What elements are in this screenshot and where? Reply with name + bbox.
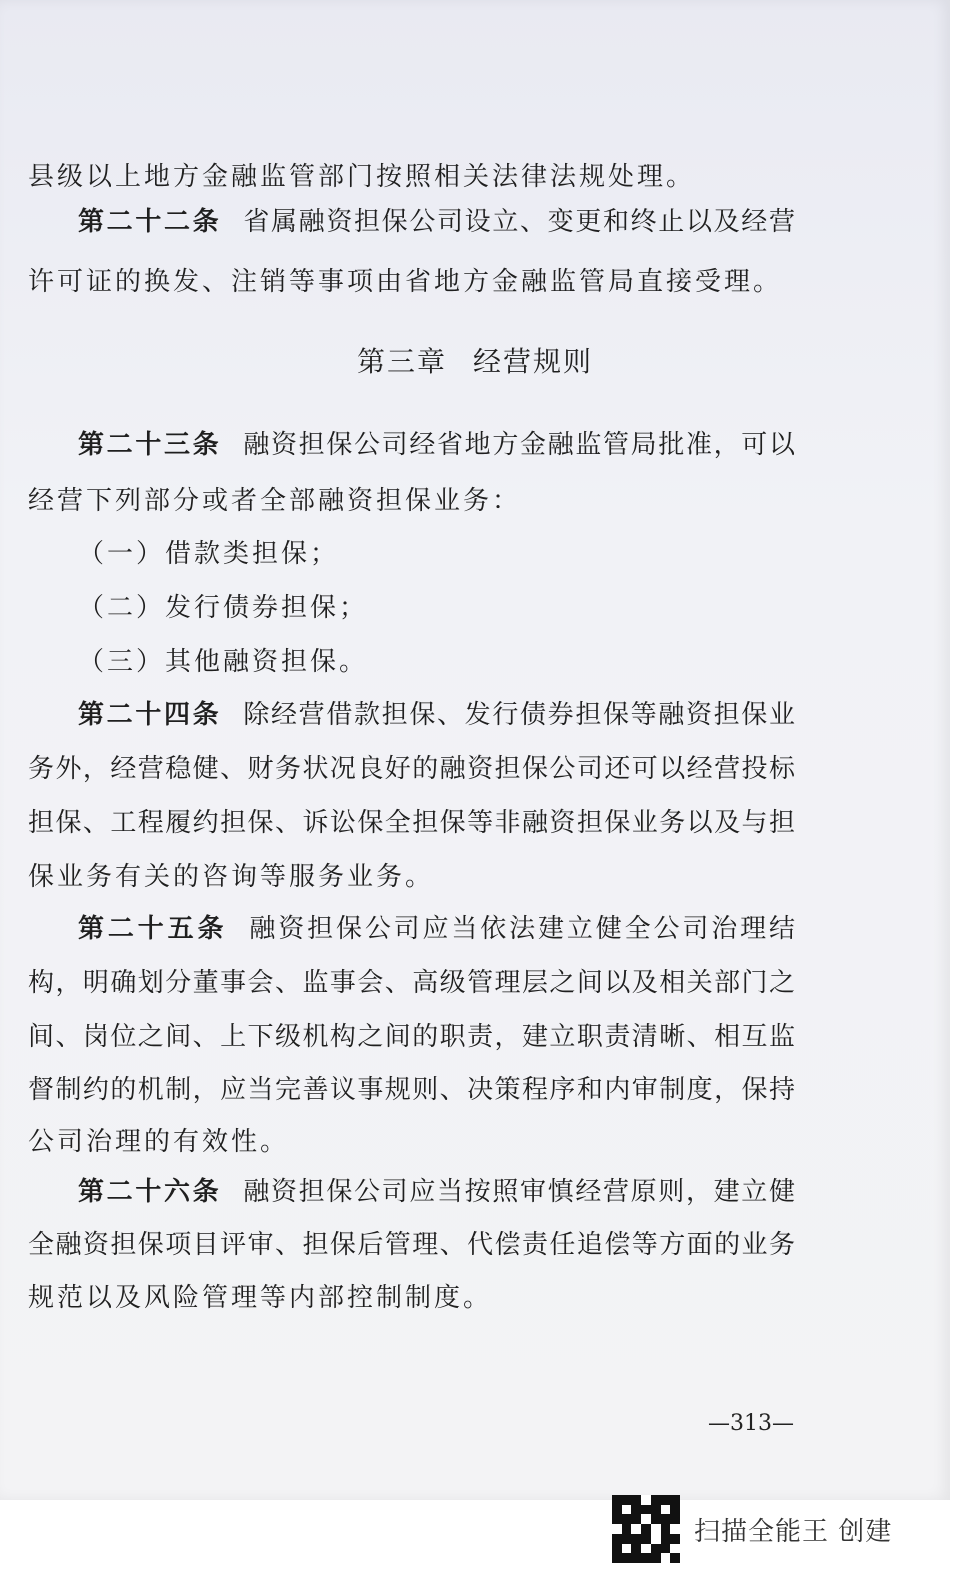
list-item: （二）发行债券担保； xyxy=(78,593,369,623)
chapter-title: 经营规则 xyxy=(473,345,594,378)
article-heading-26: 第二十六条 xyxy=(78,1177,222,1207)
page-number: —313— xyxy=(708,1411,794,1436)
article-heading-24: 第二十四条 xyxy=(78,700,222,730)
body-line: 县级以上地方金融监管部门按照相关法律法规处理。 xyxy=(28,162,696,192)
body-line: 保业务有关的咨询等服务业务。 xyxy=(28,862,435,892)
body-text: 省属融资担保公司设立、变更和终止以及经营 xyxy=(243,207,795,237)
body-text: 融资担保公司应当按照审慎经营原则，建立健 xyxy=(243,1177,795,1207)
body-line: 间、岗位之间、上下级机构之间的职责，建立职责清晰、相互监 xyxy=(28,1022,795,1052)
article-23-first-line xyxy=(78,428,795,462)
article-22-first-line xyxy=(78,205,795,239)
body-text: 融资担保公司应当依法建立健全公司治理结 xyxy=(249,914,795,944)
article-26-first-line xyxy=(78,1175,795,1209)
body-line: 经营下列部分或者全部融资担保业务： xyxy=(28,486,522,516)
body-line: 构，明确划分董事会、监事会、高级管理层之间以及相关部门之 xyxy=(28,968,795,998)
article-25-first-line xyxy=(78,912,795,946)
article-24-first-line xyxy=(78,698,795,732)
article-heading-23: 第二十三条 xyxy=(78,430,222,460)
body-line: 公司治理的有效性。 xyxy=(28,1127,290,1157)
list-item: （一）借款类担保； xyxy=(78,539,340,569)
list-item: （三）其他融资担保。 xyxy=(78,647,369,677)
article-heading-22: 第二十二条 xyxy=(78,207,222,237)
body-text: 除经营借款担保、发行债券担保等融资担保业 xyxy=(243,700,795,730)
chapter-number: 第三章 xyxy=(356,345,447,378)
article-heading-25: 第二十五条 xyxy=(78,914,228,944)
qr-code-icon xyxy=(612,1495,680,1563)
chapter-heading xyxy=(0,344,950,380)
body-text: 融资担保公司经省地方金融监管局批准，可以 xyxy=(243,430,795,460)
scanner-watermark xyxy=(612,1494,892,1564)
body-line: 许可证的换发、注销等事项由省地方金融监管局直接受理。 xyxy=(28,267,783,297)
body-line: 务外，经营稳健、财务状况良好的融资担保公司还可以经营投标 xyxy=(28,754,795,784)
body-line: 督制约的机制，应当完善议事规则、决策程序和内审制度，保持 xyxy=(28,1075,795,1105)
body-line: 担保、工程履约担保、诉讼保全担保等非融资担保业务以及与担 xyxy=(28,808,795,838)
body-line: 全融资担保项目评审、担保后管理、代偿责任追偿等方面的业务 xyxy=(28,1230,795,1260)
body-line: 规范以及风险管理等内部控制制度。 xyxy=(28,1283,493,1313)
watermark-text: 扫描全能王 创建 xyxy=(694,1516,893,1547)
